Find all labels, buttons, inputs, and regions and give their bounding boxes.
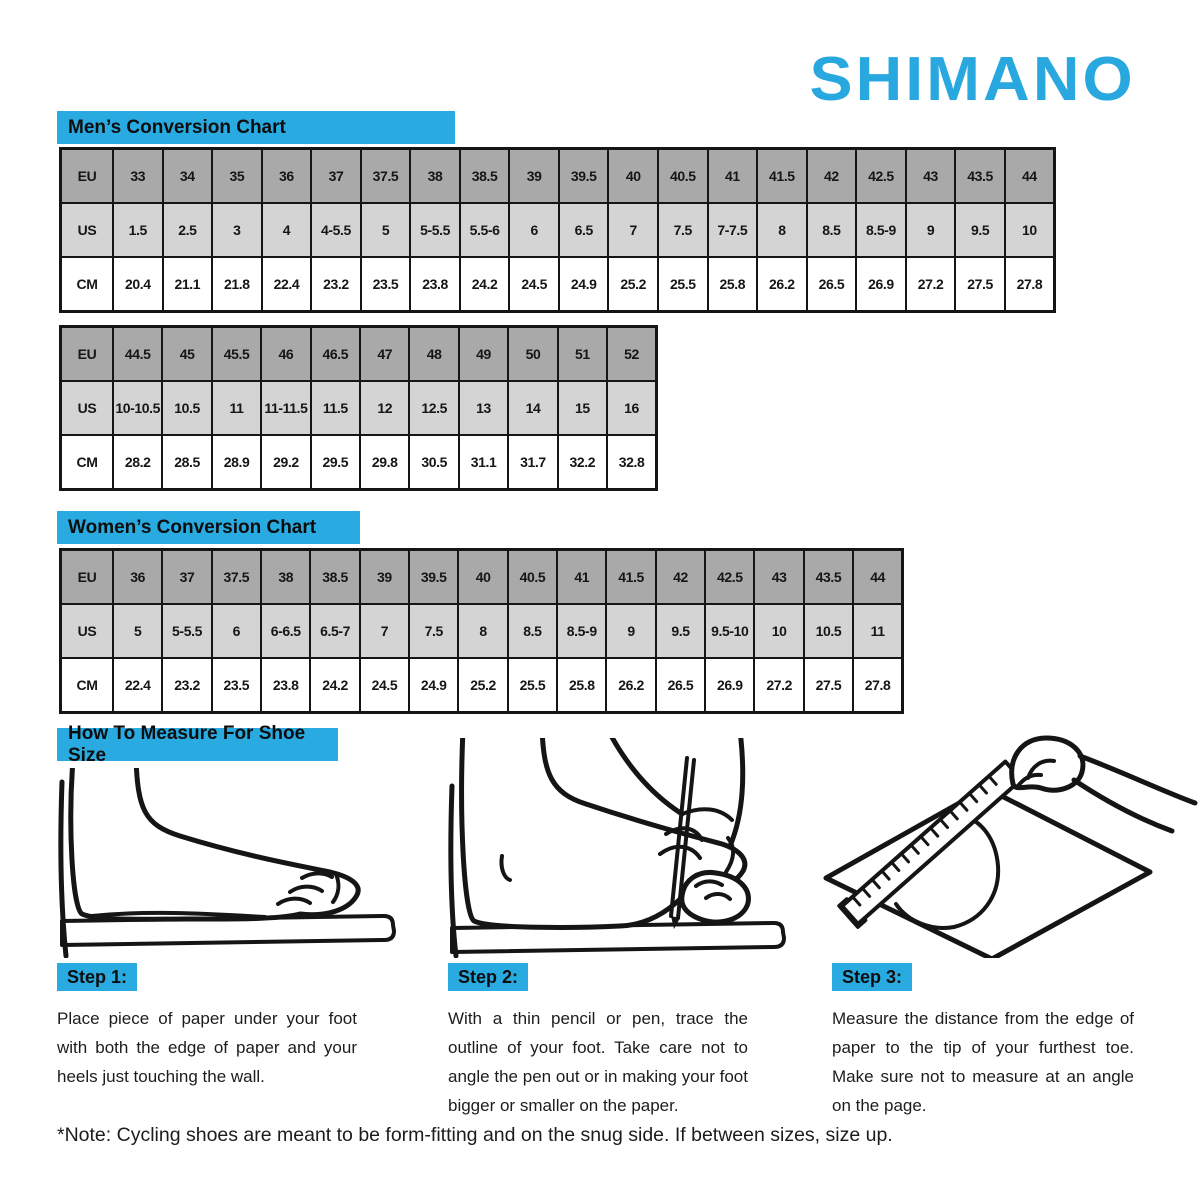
size-cell: 30.5	[409, 435, 458, 490]
size-cell: 10.5	[804, 604, 853, 658]
size-cell: 44	[1005, 149, 1055, 204]
size-cell: 34	[163, 149, 213, 204]
row-label-us: US	[61, 203, 114, 257]
row-label-cm: CM	[61, 435, 114, 490]
size-cell: 36	[262, 149, 312, 204]
size-cell: 7.5	[409, 604, 458, 658]
size-cell: 6-6.5	[261, 604, 310, 658]
table-row-cm	[61, 658, 903, 713]
size-cell: 39.5	[559, 149, 609, 204]
size-cell: 5-5.5	[410, 203, 460, 257]
table-row-eu	[61, 550, 903, 605]
size-cell: 6	[509, 203, 559, 257]
size-cell: 32.8	[607, 435, 656, 490]
ruler-measuring-icon	[810, 728, 1200, 958]
size-cell: 8.5-9	[557, 604, 606, 658]
size-cell: 10.5	[162, 381, 211, 435]
size-cell: 21.1	[163, 257, 213, 312]
table-row-us	[61, 604, 903, 658]
size-cell: 27.8	[853, 658, 902, 713]
measure-section-header: How To Measure For Shoe Size	[57, 728, 338, 761]
size-cell: 31.1	[459, 435, 508, 490]
size-cell: 8.5-9	[856, 203, 906, 257]
step-2-label: Step 2:	[448, 963, 528, 991]
size-cell: 25.2	[458, 658, 507, 713]
size-cell: 28.5	[162, 435, 211, 490]
size-cell: 41.5	[757, 149, 807, 204]
size-cell: 8.5	[807, 203, 857, 257]
size-cell: 8	[757, 203, 807, 257]
table-row-us	[61, 381, 657, 435]
size-cell: 11	[853, 604, 902, 658]
size-cell: 24.5	[360, 658, 409, 713]
size-cell: 38	[410, 149, 460, 204]
size-cell: 11-11.5	[261, 381, 310, 435]
size-cell: 5	[113, 604, 162, 658]
size-cell: 9.5-10	[705, 604, 754, 658]
size-cell: 9	[906, 203, 956, 257]
size-cell: 23.5	[212, 658, 261, 713]
size-cell: 32.2	[558, 435, 607, 490]
size-cell: 51	[558, 327, 607, 382]
size-cell: 23.8	[261, 658, 310, 713]
step-3-text: Measure the distance from the edge of paper to the tip of your furthest toe. Make sure not to measure at an angle on the page.	[832, 1009, 1134, 1115]
measure-ruler-illustration	[810, 728, 1200, 958]
size-cell: 37.5	[212, 550, 261, 605]
size-cell: 47	[360, 327, 409, 382]
size-cell: 22.4	[262, 257, 312, 312]
row-label-cm: CM	[61, 658, 114, 713]
size-cell: 38	[261, 550, 310, 605]
size-cell: 27.8	[1005, 257, 1055, 312]
size-cell: 21.8	[212, 257, 262, 312]
size-cell: 25.8	[557, 658, 606, 713]
mens-conversion-table-lower	[59, 325, 658, 491]
size-cell: 44	[853, 550, 902, 605]
foot-side-view-icon	[40, 768, 420, 958]
size-cell: 37.5	[361, 149, 411, 204]
size-cell: 29.2	[261, 435, 310, 490]
size-cell: 24.9	[559, 257, 609, 312]
size-cell: 38.5	[310, 550, 359, 605]
shimano-logo: SHIMANO	[809, 45, 1136, 114]
table-row-cm	[61, 257, 1055, 312]
step-2-text: With a thin pencil or pen, trace the outline of your foot. Take care not to angle the pen out or in making your foot bigger or smaller on the paper.	[448, 1009, 748, 1115]
size-cell: 7.5	[658, 203, 708, 257]
womens-conversion-table	[59, 548, 904, 714]
size-cell: 37	[162, 550, 211, 605]
size-cell: 13	[459, 381, 508, 435]
size-cell: 25.5	[658, 257, 708, 312]
size-cell: 40	[608, 149, 658, 204]
size-cell: 7	[608, 203, 658, 257]
size-cell: 43	[906, 149, 956, 204]
size-cell: 16	[607, 381, 656, 435]
size-cell: 14	[508, 381, 557, 435]
row-label-us: US	[61, 604, 114, 658]
size-cell: 27.2	[754, 658, 803, 713]
table-row-eu	[61, 327, 657, 382]
size-cell: 26.2	[606, 658, 655, 713]
row-label-eu: EU	[61, 149, 114, 204]
size-cell: 28.9	[212, 435, 261, 490]
size-cell: 27.5	[804, 658, 853, 713]
size-cell: 43.5	[804, 550, 853, 605]
size-cell: 24.9	[409, 658, 458, 713]
size-cell: 20.4	[113, 257, 163, 312]
row-label-cm: CM	[61, 257, 114, 312]
step-1-text: Place piece of paper under your foot with both the edge of paper and your heels just touching the wall.	[57, 1009, 357, 1086]
size-cell: 31.7	[508, 435, 557, 490]
trace-foot-illustration	[430, 738, 810, 958]
mens-chart-header: Men’s Conversion Chart	[57, 111, 455, 144]
size-cell: 45	[162, 327, 211, 382]
size-cell: 44.5	[113, 327, 162, 382]
size-cell: 24.2	[310, 658, 359, 713]
size-cell: 52	[607, 327, 656, 382]
size-cell: 12	[360, 381, 409, 435]
sizing-note: *Note: Cycling shoes are meant to be form-fitting and on the snug side. If between sizes, size up.	[57, 1124, 893, 1146]
size-cell: 42.5	[856, 149, 906, 204]
size-cell: 45.5	[212, 327, 261, 382]
size-cell: 28.2	[113, 435, 162, 490]
size-cell: 11.5	[311, 381, 360, 435]
step-1-label: Step 1:	[57, 963, 137, 991]
size-cell: 39.5	[409, 550, 458, 605]
size-cell: 43.5	[955, 149, 1005, 204]
size-cell: 10	[754, 604, 803, 658]
size-cell: 2.5	[163, 203, 213, 257]
size-cell: 35	[212, 149, 262, 204]
size-cell: 22.4	[113, 658, 162, 713]
size-cell: 6.5-7	[310, 604, 359, 658]
size-cell: 24.5	[509, 257, 559, 312]
size-cell: 10-10.5	[113, 381, 162, 435]
size-cell: 8	[458, 604, 507, 658]
foot-tracing-icon	[430, 738, 810, 958]
size-cell: 4-5.5	[311, 203, 361, 257]
size-cell: 5	[361, 203, 411, 257]
table-row-cm	[61, 435, 657, 490]
size-cell: 5-5.5	[162, 604, 211, 658]
size-cell: 42	[807, 149, 857, 204]
size-cell: 27.5	[955, 257, 1005, 312]
size-cell: 4	[262, 203, 312, 257]
mens-conversion-table-upper	[59, 147, 1056, 313]
table-row-us	[61, 203, 1055, 257]
size-cell: 9.5	[955, 203, 1005, 257]
size-cell: 25.8	[708, 257, 758, 312]
row-label-eu: EU	[61, 550, 114, 605]
size-cell: 24.2	[460, 257, 510, 312]
size-cell: 26.5	[807, 257, 857, 312]
size-cell: 9.5	[656, 604, 705, 658]
size-cell: 46	[261, 327, 310, 382]
foot-on-paper-illustration	[40, 768, 420, 958]
size-cell: 12.5	[409, 381, 458, 435]
size-cell: 42	[656, 550, 705, 605]
size-cell: 25.2	[608, 257, 658, 312]
size-cell: 41.5	[606, 550, 655, 605]
size-cell: 26.2	[757, 257, 807, 312]
size-cell: 39	[509, 149, 559, 204]
womens-chart-header: Women’s Conversion Chart	[57, 511, 360, 544]
size-cell: 41	[708, 149, 758, 204]
size-cell: 29.8	[360, 435, 409, 490]
size-cell: 38.5	[460, 149, 510, 204]
size-cell: 40.5	[508, 550, 557, 605]
size-cell: 25.5	[508, 658, 557, 713]
size-cell: 5.5-6	[460, 203, 510, 257]
size-cell: 23.8	[410, 257, 460, 312]
size-cell: 6.5	[559, 203, 609, 257]
size-cell: 43	[754, 550, 803, 605]
size-cell: 9	[606, 604, 655, 658]
row-label-eu: EU	[61, 327, 114, 382]
size-cell: 1.5	[113, 203, 163, 257]
step-3-label: Step 3:	[832, 963, 912, 991]
size-cell: 33	[113, 149, 163, 204]
size-cell: 37	[311, 149, 361, 204]
size-cell: 46.5	[311, 327, 360, 382]
size-cell: 3	[212, 203, 262, 257]
size-cell: 49	[459, 327, 508, 382]
size-cell: 40	[458, 550, 507, 605]
size-cell: 40.5	[658, 149, 708, 204]
size-cell: 39	[360, 550, 409, 605]
size-cell: 7-7.5	[708, 203, 758, 257]
size-cell: 26.5	[656, 658, 705, 713]
size-cell: 42.5	[705, 550, 754, 605]
size-cell: 7	[360, 604, 409, 658]
size-cell: 23.2	[162, 658, 211, 713]
size-cell: 10	[1005, 203, 1055, 257]
size-cell: 23.2	[311, 257, 361, 312]
row-label-us: US	[61, 381, 114, 435]
size-cell: 15	[558, 381, 607, 435]
size-cell: 8.5	[508, 604, 557, 658]
size-cell: 26.9	[705, 658, 754, 713]
size-cell: 50	[508, 327, 557, 382]
size-cell: 6	[212, 604, 261, 658]
size-cell: 29.5	[311, 435, 360, 490]
size-cell: 23.5	[361, 257, 411, 312]
size-cell: 48	[409, 327, 458, 382]
size-cell: 11	[212, 381, 261, 435]
table-row-eu	[61, 149, 1055, 204]
size-cell: 27.2	[906, 257, 956, 312]
size-cell: 26.9	[856, 257, 906, 312]
size-cell: 41	[557, 550, 606, 605]
size-cell: 36	[113, 550, 162, 605]
